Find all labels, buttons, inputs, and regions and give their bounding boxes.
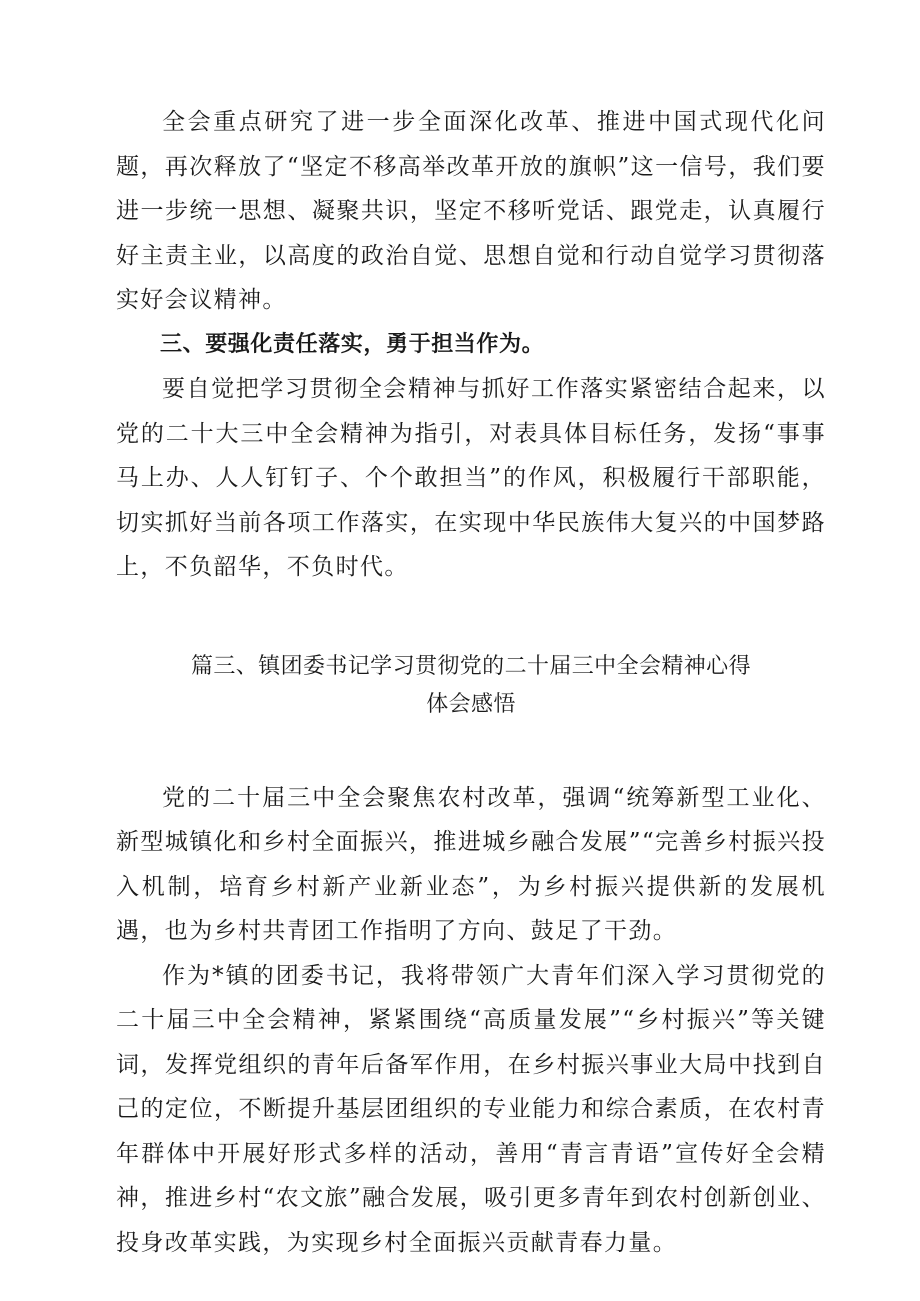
article-title-line-2: 体会感悟	[426, 691, 516, 717]
section-heading-responsibility: 三、要强化责任落实，勇于担当作为。	[160, 331, 545, 357]
paragraph-rural-reform: 党的二十届三中全会聚焦农村改革，强调“统筹新型工业化、新型城镇化和乡村全面振兴，推进城乡融合发展”“完善乡村振兴投入机制，培育乡村新产业新业态”，为乡村振兴提供新的发展机遇，也为乡村共青团工作指明了方向、鼓足了干劲。	[116, 784, 826, 944]
article-title-line-1: 篇三、镇团委书记学习贯彻党的二十届三中全会精神心得	[190, 653, 751, 679]
paragraph-implementation: 要自觉把学习贯彻全会精神与抓好工作落实紧密结合起来，以党的二十大三中全会精神为指引，对表具体目标任务，发扬“事事马上办、人人钉钉子、个个敢担当”的作风，积极履行干部职能，切实抓好当前各项工作落实，在实现中华民族伟大复兴的中国梦路上，不负韶华，不负时代。	[116, 376, 826, 580]
paragraph-youth-league: 作为*镇的团委书记，我将带领广大青年们深入学习贯彻党的二十届三中全会精神，紧紧围绕“高质量发展”“乡村振兴”等关键词，发挥党组织的青年后备军作用，在乡村振兴事业大局中找到自己的定位，不断提升基层团组织的专业能力和综合素质，在农村青年群体中开展好形式多样的活动，善用“青言青语”宣传好全会精神，推进乡村“农文旅”融合发展，吸引更多青年到农村创新创业、投身改革实践，为实现乡村全面振兴贡献青春力量。	[116, 962, 826, 1256]
document-body	[116, 100, 826, 1265]
paragraph-reform-meeting: 全会重点研究了进一步全面深化改革、推进中国式现代化问题，再次释放了“坚定不移高举改革开放的旗帜”这一信号，我们要进一步统一思想、凝聚共识，坚定不移听党话、跟党走，认真履行好主责主业，以高度的政治自觉、思想自觉和行动自觉学习贯彻落实好会议精神。	[116, 109, 826, 313]
article-title	[116, 648, 826, 724]
